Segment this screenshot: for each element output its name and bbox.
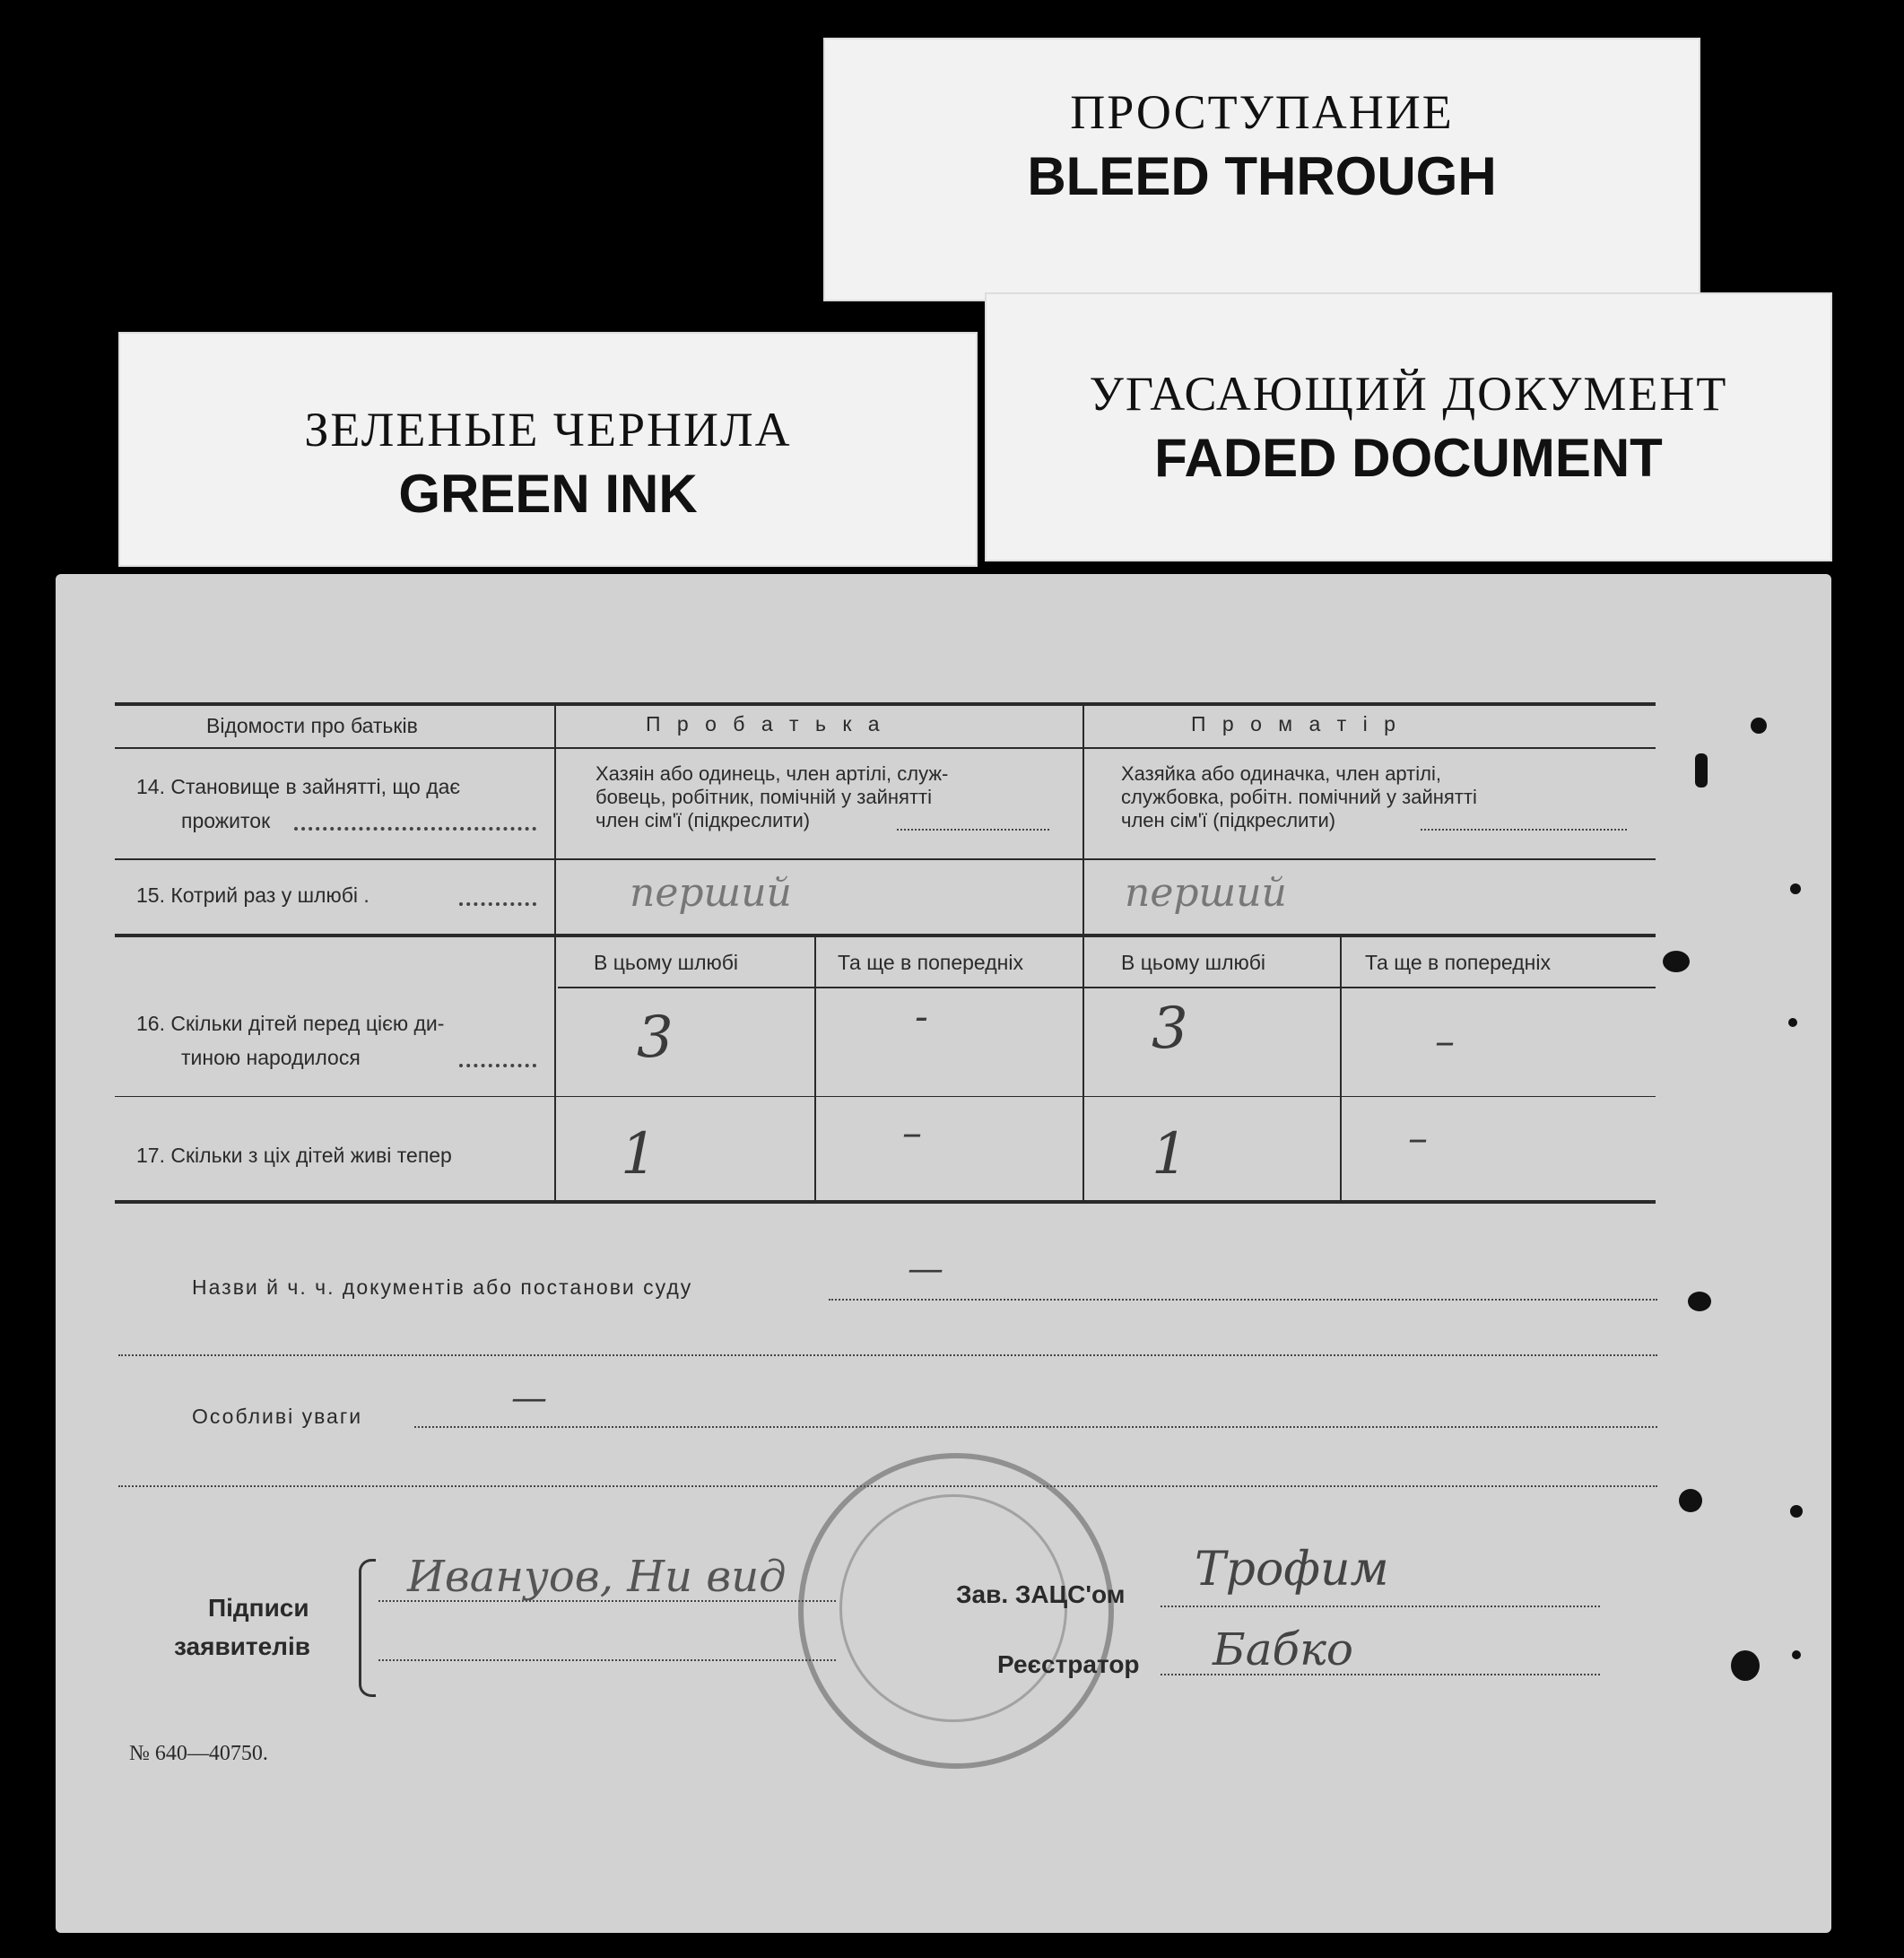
faded-document-label-card	[985, 292, 1832, 561]
header-mother: П р о м а т і р	[1191, 712, 1401, 735]
row14-father-line1: Хазяін або одинець, член артілі, служ-	[596, 762, 949, 785]
row16-label-line1: 16. Скільки дітей перед цією ди-	[136, 1012, 445, 1035]
notes-label: Особливі уваги	[192, 1405, 363, 1428]
bleed-through-ru: ПРОСТУПАНИЕ	[1070, 85, 1454, 139]
row14-mother-line2: службовка, робітн. помічний у зайнятті	[1121, 786, 1477, 808]
row14-rule	[115, 858, 1656, 860]
subheader-rule	[558, 987, 1656, 988]
official-stamp	[798, 1453, 1114, 1769]
row16-rule	[115, 1096, 1656, 1097]
form-number: № 640—40750.	[129, 1742, 268, 1765]
green-ink-ru: ЗЕЛЕНЫЕ ЧЕРНИЛА	[304, 403, 792, 457]
applicant-signature: Ивануов, Ни вид	[407, 1552, 787, 1602]
subheader-mother-prev: Та ще в попередніх	[1365, 951, 1551, 974]
registrar-sig-dots	[1161, 1674, 1600, 1675]
table-bottom-rule	[115, 1200, 1656, 1204]
row17-father-in: 1	[621, 1121, 657, 1188]
row15-label: 15. Котрий раз у шлюбі .	[136, 883, 369, 907]
faded-document-ru: УГАСАЮЩИЙ ДОКУМЕНТ	[1089, 367, 1728, 421]
subheader-father-prev: Та ще в попередніх	[838, 951, 1023, 974]
table-top-rule	[115, 702, 1656, 706]
docs-value: —	[908, 1249, 943, 1290]
registration-form-sheet	[56, 574, 1831, 1933]
green-ink-label-card	[118, 332, 978, 567]
row14-father-dots	[897, 829, 1049, 831]
row17-father-prev: –	[902, 1110, 922, 1156]
punch-tear	[1695, 753, 1708, 788]
row14-mother-line1: Хазяйка або одиначка, член артілі,	[1121, 762, 1441, 785]
registrar-label: Реєстратор	[997, 1650, 1140, 1678]
signatures-label-line1: Підписи	[208, 1594, 309, 1622]
applicant-sig-dots-2	[378, 1659, 836, 1661]
row14-label-line1: 14. Становище в зайнятті, що дає	[136, 775, 461, 798]
col-divider-2	[1082, 702, 1084, 1202]
subheader-mother-in: В цьому шлюбі	[1121, 951, 1266, 974]
row17-mother-prev: –	[1408, 1116, 1428, 1162]
row14-mother-line3: член сім'ї (підкреслити)	[1121, 809, 1336, 831]
row14-father-line2: бовець, робітник, помічній у зайнятті	[596, 786, 933, 808]
punch-tear	[1663, 951, 1690, 972]
notes-value: —	[511, 1378, 547, 1419]
row14-mother-dots	[1421, 829, 1627, 831]
punch-hole	[1751, 718, 1767, 734]
docs-label: Назви й ч. ч. документів або постанови суду	[192, 1275, 693, 1299]
docs-dots-1	[829, 1299, 1657, 1301]
head-label: Зав. ЗАЦС'ом	[956, 1580, 1126, 1608]
punch-hole	[1788, 1018, 1797, 1027]
punch-hole	[1792, 1650, 1801, 1659]
row16-leader-dots	[459, 1064, 536, 1067]
applicant-sig-dots-1	[378, 1600, 836, 1602]
row16-mother-in: 3	[1152, 996, 1188, 1062]
row16-father-prev: -	[915, 994, 928, 1040]
punch-hole	[1790, 883, 1801, 894]
col-divider-mother-sub	[1340, 937, 1342, 1202]
row14-label-line2: прожиток	[181, 809, 271, 832]
header-father: П р о б а т ь к а	[646, 712, 885, 735]
col-divider-1	[554, 702, 556, 1202]
col-divider-father-sub	[814, 937, 816, 1202]
header-col-label: Відомости про батьків	[206, 714, 418, 737]
bleed-through-en: BLEED THROUGH	[1027, 146, 1497, 206]
row15-father-value: перший	[630, 870, 792, 916]
registrar-signature: Бабко	[1213, 1623, 1354, 1675]
signatures-brace	[359, 1559, 376, 1697]
row17-label: 17. Скільки з ціх дітей живі тепер	[136, 1144, 452, 1167]
docs-dots-2	[118, 1354, 1657, 1356]
row16-father-in: 3	[637, 1005, 674, 1071]
row15-rule	[115, 934, 1656, 937]
row16-label-line2: тиною народилося	[181, 1046, 361, 1069]
notes-dots-1	[414, 1426, 1657, 1428]
row14-father-line3: член сім'ї (підкреслити)	[596, 809, 811, 831]
head-sig-dots	[1161, 1606, 1600, 1607]
bleed-through-label-card	[823, 38, 1700, 301]
row14-leader-dots	[294, 827, 536, 831]
punch-hole	[1679, 1489, 1702, 1512]
head-signature: Трофим	[1195, 1543, 1389, 1597]
faded-document-en: FADED DOCUMENT	[1154, 428, 1663, 488]
subheader-father-in: В цьому шлюбі	[594, 951, 739, 974]
row15-leader-dots	[459, 902, 536, 906]
punch-hole	[1790, 1505, 1803, 1518]
row15-mother-value: перший	[1125, 870, 1287, 916]
green-ink-en: GREEN INK	[398, 464, 698, 524]
header-rule	[115, 747, 1656, 749]
signatures-label-line2: заявителів	[174, 1632, 310, 1660]
row17-mother-in: 1	[1152, 1121, 1188, 1188]
punch-hole	[1731, 1650, 1760, 1681]
punch-hole	[1688, 1292, 1711, 1311]
row16-mother-prev: –	[1435, 1019, 1455, 1065]
